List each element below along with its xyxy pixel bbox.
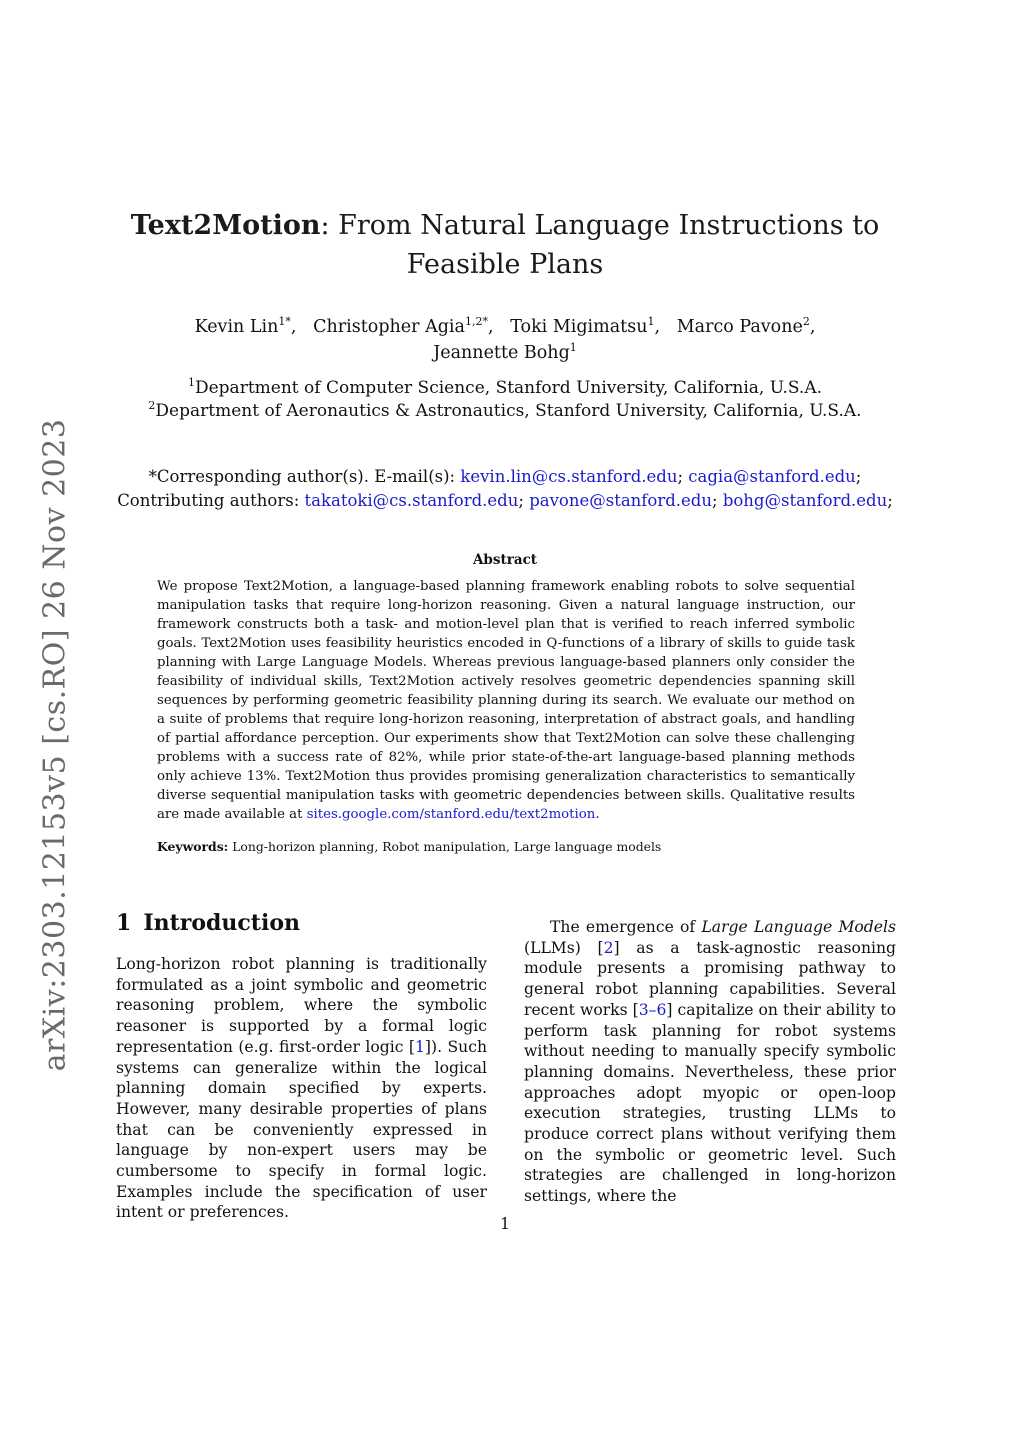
author-name: Toki Migimatsu <box>510 317 648 337</box>
affiliation-item <box>100 377 910 400</box>
author-affiliation-mark: 2 <box>802 315 810 328</box>
keywords-label: Keywords: <box>157 839 229 854</box>
email-link[interactable]: kevin.lin@cs.stanford.edu <box>460 467 678 486</box>
affiliation-mark: 2 <box>148 399 156 412</box>
page-number: 1 <box>500 1215 510 1233</box>
intro-right-text-2: (LLMs) [ <box>524 938 604 957</box>
email-link[interactable]: takatoki@cs.stanford.edu <box>304 490 519 510</box>
contact-block <box>60 465 950 512</box>
abstract-end: . <box>595 807 600 822</box>
keywords-text: Long-horizon planning, Robot manipulation, Large language models <box>228 839 662 854</box>
author-affiliation-mark: 1 <box>569 341 577 354</box>
intro-right-text: The emergence of <box>550 918 702 936</box>
corresponding-label: *Corresponding author(s). E-mail(s): <box>148 467 461 486</box>
citation-link[interactable]: 2 <box>603 938 614 957</box>
intro-left-text-cont: ]). Such systems can generalize within the logical planning domain specified by experts. However, many desirable properties of plans that can be conveniently expressed in language by non-expert users may be cumbersome to specify in formal logic. Examples include the specification of user intent or preferences. <box>116 1037 487 1222</box>
contributing-line: Contributing authors: takatoki@cs.stanford.edu; pavone@stanford.edu; bohg@stanford.edu; <box>117 490 893 510</box>
author-name: Kevin Lin <box>194 317 279 337</box>
project-website-link[interactable]: sites.google.com/stanford.edu/text2motion <box>306 807 596 822</box>
author-name: Christopher Agia <box>313 317 465 337</box>
abstract-body <box>157 577 855 824</box>
abstract-text: We propose Text2Motion, a language-based planning framework enabling robots to solve sequential manipulation tasks that require long-horizon reasoning. Given a natural language instruction, our framework constructs both a task- and motion-level plan that is verified to reach inferred symbolic goals. Text2Motion uses feasibility heuristics encoded in Q-functions of a library of skills to guide task planning with Large Language Models. Whereas previous language-based planners only consider the feasibility of individual skills, Text2Motion actively resolves geometric dependencies spanning skill sequences by performing geometric feasibility planning during its search. We evaluate our method on a suite of problems that require long-horizon reasoning, interpretation of abstract goals, and handling of partial affordance perception. Our experiments show that Text2Motion can solve these challenging problems with a success rate of 82%, while prior state-of-the-art language-based planning methods only achieve 13%. Text2Motion thus provides promising generalization characteristics to semantically diverse sequential manipulation tasks with geometric dependencies between skills. Qualitative results are made available at <box>157 579 855 822</box>
title-rest-line2: Feasible Plans <box>406 249 604 280</box>
affiliation-text: Department of Computer Science, Stanford University, California, U.S.A. <box>194 378 823 398</box>
corresponding-line: *Corresponding author(s). E-mail(s): kevin.lin@cs.stanford.edu; cagia@stanford.edu; <box>148 467 862 486</box>
affiliation-text: Department of Aeronautics & Astronautics, Stanford University, California, U.S.A. <box>155 401 862 421</box>
title-bold-name: Text2Motion <box>130 210 321 241</box>
email-link[interactable]: pavone@stanford.edu <box>529 490 712 510</box>
author-list: Kevin Lin$^{1*}$, Christopher Agia$^{1,2*}$, Toki Migimatsu$^1$, Marco Pavone$^2$, Jeannette Bohg$^1$ <box>194 315 816 363</box>
abstract-heading: Abstract <box>472 552 538 568</box>
keywords-line <box>157 838 855 856</box>
affiliation-item <box>100 400 910 423</box>
intro-right-italic: Large Language Models <box>701 918 896 936</box>
email-link[interactable]: cagia@stanford.edu <box>688 467 856 486</box>
section-title: Introduction <box>143 910 300 936</box>
section-number: 1 <box>116 910 132 936</box>
author-affiliation-mark: 1 <box>647 315 655 328</box>
arxiv-identifier-stamp: arXiv:2303.12153v5 [cs.RO] 26 Nov 2023 <box>37 418 73 1072</box>
intro-right-text-3: ] as a task-agnostic reasoning module presents a promising pathway to general robot planning capabilities. Several recent works [ <box>524 938 896 1019</box>
citation-link[interactable]: 1 <box>414 1037 425 1056</box>
affiliation-mark: 1 <box>187 376 195 389</box>
intro-right-text-4: ] capitalize on their ability to perform task planning for robot systems without needing to manually specify symbolic planning domains. Nevertheless, these prior approaches adopt myopic or open-loop execution strategies, trusting LLMs to produce correct plans without verifying them on the symbolic or geometric level. Such strategies are challenged in long-horizon settings, where the <box>524 1000 897 1206</box>
author-affiliation-mark: 1,2* <box>464 315 488 328</box>
section-heading <box>116 910 300 936</box>
contributing-label: Contributing authors: <box>117 490 305 510</box>
email-link[interactable]: bohg@stanford.edu <box>722 490 888 510</box>
title-rest-line1: : From Natural Language Instructions to <box>320 210 880 241</box>
intro-left-text: Long-horizon robot planning is traditionally formulated as a joint symbolic and geometric reasoning problem, where the symbolic reasoner is supported by a formal logic representation (e.g. first-order logic [ <box>116 955 487 1056</box>
paper-title <box>100 206 910 284</box>
intro-right-column <box>524 917 896 1207</box>
author-name: Marco Pavone <box>676 317 803 337</box>
citation-link[interactable]: 3–6 <box>638 1000 667 1019</box>
author-affiliation-mark: 1* <box>278 315 291 328</box>
intro-left-column <box>116 954 487 1223</box>
affiliation-list <box>100 377 910 423</box>
author-name: Jeannette Bohg <box>433 343 570 363</box>
